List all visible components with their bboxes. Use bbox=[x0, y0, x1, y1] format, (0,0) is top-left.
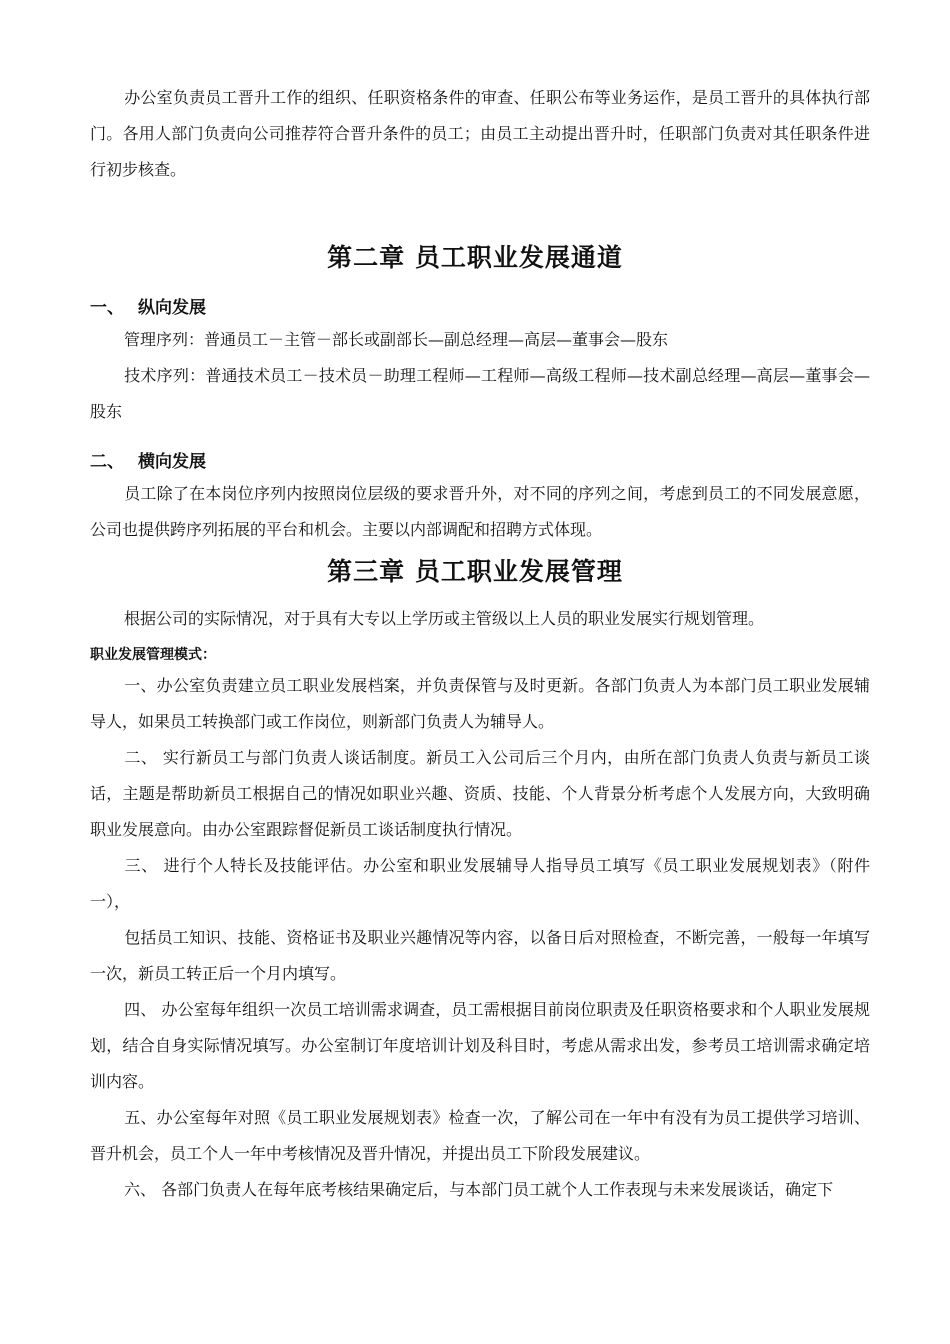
section-number: 二、 bbox=[90, 452, 124, 472]
horizontal-text: 员工除了在本岗位序列内按照岗位层级的要求晋升外，对不同的序列之间，考虑到员工的不同发展意愿，公司也提供跨序列拓展的平台和机会。主要以内部调配和招聘方式体现。 bbox=[90, 484, 870, 539]
item-5-paragraph bbox=[90, 1100, 870, 1172]
section-horizontal-heading bbox=[90, 447, 206, 472]
item-3b-paragraph bbox=[90, 920, 870, 992]
item-1-paragraph bbox=[90, 668, 870, 740]
item-2-text: 二、 实行新员工与部门负责人谈话制度。新员工入公司后三个月内，由所在部门负责人负责与新员工谈话，主题是帮助新员工根据自己的情况如职业兴趣、资质、技能、个人背景分析考虑个人发展方向，大致明确职业发展意向。由办公室跟踪督促新员工谈话制度执行情况。 bbox=[90, 748, 870, 839]
item-1-text: 一、办公室负责建立员工职业发展档案，并负责保管与及时更新。各部门负责人为本部门员工职业发展辅导人，如果员工转换部门或工作岗位，则新部门负责人为辅导人。 bbox=[90, 676, 870, 731]
chapter-3-intro-paragraph bbox=[90, 601, 870, 637]
item-4-text: 四、 办公室每年组织一次员工培训需求调查，员工需根据目前岗位职责及任职资格要求和个人职业发展规划，结合自身实际情况填写。办公室制订年度培训计划及科目时，考虑从需求出发，参考员工培训需求确定培训内容。 bbox=[90, 1000, 870, 1091]
management-sequence-text: 管理序列：普通员工－主管－部长或副部长—副总经理—高层—董事会—股东 bbox=[124, 330, 669, 349]
management-mode-label: 职业发展管理模式： bbox=[90, 647, 216, 663]
item-3b-text: 包括员工知识、技能、资格证书及职业兴趣情况等内容，以备日后对照检查，不断完善，一般每一年填写一次，新员工转正后一个月内填写。 bbox=[90, 928, 870, 983]
section-title: 横向发展 bbox=[138, 452, 206, 472]
section-vertical-heading bbox=[90, 293, 206, 318]
intro-paragraph bbox=[90, 80, 870, 188]
item-6-text: 六、 各部门负责人在每年底考核结果确定后，与本部门员工就个人工作表现与未来发展谈话，确定下 bbox=[124, 1180, 834, 1199]
intro-paragraph-text: 办公室负责员工晋升工作的组织、任职资格条件的审查、任职公布等业务运作，是员工晋升的具体执行部门。各用人部门负责向公司推荐符合晋升条件的员工；由员工主动提出晋升时，任职部门负责对其任职条件进行初步核查。 bbox=[90, 88, 870, 179]
chapter-3-title: 第三章 员工职业发展管理 bbox=[327, 557, 623, 586]
item-5-text: 五、办公室每年对照《员工职业发展规划表》检查一次，了解公司在一年中有没有为员工提供学习培训、晋升机会，员工个人一年中考核情况及晋升情况，并提出员工下阶段发展建议。 bbox=[90, 1108, 870, 1163]
section-number: 一、 bbox=[90, 298, 124, 318]
item-6-paragraph bbox=[90, 1172, 870, 1208]
section-title: 纵向发展 bbox=[138, 298, 206, 318]
chapter-2-title: 第二章 员工职业发展通道 bbox=[327, 243, 623, 272]
technical-sequence-paragraph bbox=[90, 358, 870, 430]
chapter-3-intro-text: 根据公司的实际情况，对于具有大专以上学历或主管级以上人员的职业发展实行规划管理。 bbox=[124, 609, 765, 628]
horizontal-paragraph bbox=[90, 476, 870, 548]
technical-sequence-text: 技术序列：普通技术员工－技术员－助理工程师—工程师—高级工程师—技术副总经理—高层—董事会—股东 bbox=[90, 366, 870, 421]
item-3a-text: 三、 进行个人特长及技能评估。办公室和职业发展辅导人指导员工填写《员工职业发展规划表》（附件一）， bbox=[90, 856, 870, 911]
item-3a-paragraph bbox=[90, 848, 870, 920]
item-2-paragraph bbox=[90, 740, 870, 848]
management-sequence-paragraph bbox=[90, 322, 870, 358]
item-4-paragraph bbox=[90, 992, 870, 1100]
